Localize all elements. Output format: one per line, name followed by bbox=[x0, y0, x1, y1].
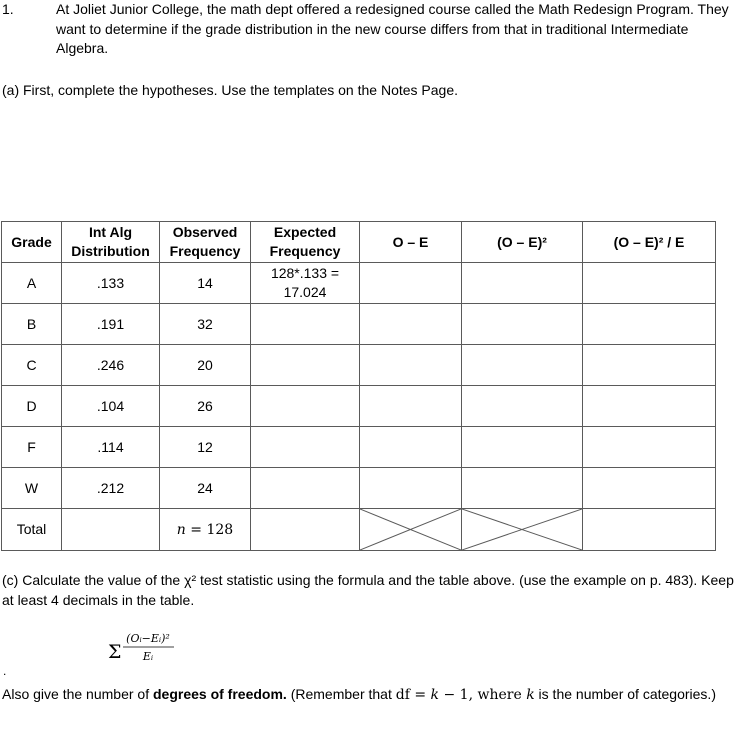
n-variable: n bbox=[176, 521, 186, 538]
header-o-minus-e-squared: (O – E)² bbox=[462, 222, 583, 263]
formula-denominator: Eᵢ bbox=[142, 650, 154, 663]
header-expected-line2: Frequency bbox=[269, 243, 341, 259]
chi-component-cell[interactable] bbox=[583, 427, 716, 468]
expected-cell[interactable] bbox=[251, 427, 360, 468]
part-a-instruction: (a) First, complete the hypotheses. Use the templates on the Notes Page. bbox=[2, 82, 459, 98]
chi-square-formula bbox=[108, 628, 228, 670]
header-observed-line2: Frequency bbox=[169, 243, 241, 259]
k-variable: k bbox=[430, 687, 440, 703]
table-row bbox=[2, 263, 716, 304]
o-minus-e-cell[interactable] bbox=[360, 468, 462, 509]
distribution-cell: .246 bbox=[62, 345, 160, 386]
distribution-cell: .114 bbox=[62, 427, 160, 468]
distribution-cell: .191 bbox=[62, 304, 160, 345]
o-minus-e-cell[interactable] bbox=[360, 345, 462, 386]
table-row bbox=[2, 345, 716, 386]
crossed-out-o-minus-e-cell bbox=[360, 509, 462, 551]
header-observed-line1: Observed bbox=[172, 224, 238, 240]
expected-cell[interactable] bbox=[251, 345, 360, 386]
total-distribution-cell[interactable] bbox=[62, 509, 160, 551]
distribution-cell: .212 bbox=[62, 468, 160, 509]
grade-cell: F bbox=[2, 427, 62, 468]
df-tail-text: is the number of categories.) bbox=[534, 686, 716, 702]
header-grade: Grade bbox=[2, 222, 62, 263]
observed-cell: 26 bbox=[160, 386, 251, 427]
header-o-minus-e: O – E bbox=[360, 222, 462, 263]
o-minus-e-cell[interactable] bbox=[360, 427, 462, 468]
grade-cell: W bbox=[2, 468, 62, 509]
total-label: Total bbox=[2, 509, 62, 551]
expected-calc-line2: 17.024 bbox=[283, 284, 327, 300]
grade-cell: B bbox=[2, 304, 62, 345]
header-int-alg-line1: Int Alg bbox=[88, 224, 133, 240]
chi-component-cell[interactable] bbox=[583, 468, 716, 509]
crossed-out-o-minus-e-squared-cell bbox=[462, 509, 583, 551]
o-minus-e-cell[interactable] bbox=[360, 304, 462, 345]
o-minus-e-cell[interactable] bbox=[360, 386, 462, 427]
header-int-alg-distribution bbox=[62, 222, 160, 263]
expected-cell[interactable] bbox=[251, 304, 360, 345]
k-variable-2: k bbox=[526, 687, 535, 703]
chi-component-cell[interactable] bbox=[583, 304, 716, 345]
observed-cell: 20 bbox=[160, 345, 251, 386]
grade-cell: D bbox=[2, 386, 62, 427]
grade-cell: A bbox=[2, 263, 62, 304]
sigma-symbol: Σ bbox=[108, 641, 122, 663]
o-minus-e-squared-cell[interactable] bbox=[462, 386, 583, 427]
observed-cell: 24 bbox=[160, 468, 251, 509]
df-equals: = bbox=[409, 687, 431, 703]
formula-numerator: (Oᵢ−Eᵢ)² bbox=[126, 632, 170, 645]
df-minus-one: − 1, where bbox=[439, 687, 527, 703]
frequency-table bbox=[1, 221, 716, 551]
degrees-of-freedom-instruction bbox=[2, 685, 737, 706]
cross-mark bbox=[360, 509, 461, 550]
df-symbol: df bbox=[395, 687, 410, 703]
observed-cell: 14 bbox=[160, 263, 251, 304]
total-observed-cell bbox=[160, 509, 251, 551]
total-chi-square-cell[interactable] bbox=[583, 509, 716, 551]
distribution-cell: .104 bbox=[62, 386, 160, 427]
table-header-row bbox=[2, 222, 716, 263]
table-row bbox=[2, 427, 716, 468]
o-minus-e-cell[interactable] bbox=[360, 263, 462, 304]
df-bold-text: degrees of freedom. bbox=[152, 686, 287, 702]
n-value: = 128 bbox=[185, 521, 234, 538]
header-observed-frequency bbox=[160, 222, 251, 263]
header-expected-frequency bbox=[251, 222, 360, 263]
header-int-alg-line2: Distribution bbox=[71, 243, 150, 259]
o-minus-e-squared-cell[interactable] bbox=[462, 468, 583, 509]
chi-component-cell[interactable] bbox=[583, 345, 716, 386]
chi-component-cell[interactable] bbox=[583, 386, 716, 427]
o-minus-e-squared-cell[interactable] bbox=[462, 263, 583, 304]
part-c-instruction: (c) Calculate the value of the χ² test statistic using the formula and the table above. (use the example on p. 483). Keep at least 4 decimals in the table. bbox=[2, 572, 734, 608]
df-intro-text: Also give the number of bbox=[2, 686, 153, 702]
expected-cell[interactable] bbox=[251, 263, 360, 304]
grade-cell: C bbox=[2, 345, 62, 386]
total-expected-cell[interactable] bbox=[251, 509, 360, 551]
table-row bbox=[2, 386, 716, 427]
expected-cell[interactable] bbox=[251, 468, 360, 509]
expected-cell[interactable] bbox=[251, 386, 360, 427]
distribution-cell: .133 bbox=[62, 263, 160, 304]
df-mid-text: (Remember that bbox=[286, 686, 396, 702]
o-minus-e-squared-cell[interactable] bbox=[462, 304, 583, 345]
o-minus-e-squared-cell[interactable] bbox=[462, 345, 583, 386]
question-text: At Joliet Junior College, the math dept offered a redesigned course called the Math Redesign Program. They want to determine if the grade distribution in the new course differs from that in traditional Intermediate Algebra. bbox=[56, 1, 729, 56]
total-row bbox=[2, 509, 716, 551]
expected-calc-line1: 128*.133 = bbox=[270, 265, 340, 281]
o-minus-e-squared-cell[interactable] bbox=[462, 427, 583, 468]
question-number: 1. bbox=[2, 1, 14, 17]
header-o-minus-e-squared-over-e: (O – E)² / E bbox=[583, 222, 716, 263]
table-row bbox=[2, 468, 716, 509]
table-row bbox=[2, 304, 716, 345]
chi-component-cell[interactable] bbox=[583, 263, 716, 304]
observed-cell: 32 bbox=[160, 304, 251, 345]
stray-dot: . bbox=[3, 664, 7, 678]
cross-mark bbox=[462, 509, 582, 550]
header-expected-line1: Expected bbox=[273, 224, 337, 240]
observed-cell: 12 bbox=[160, 427, 251, 468]
